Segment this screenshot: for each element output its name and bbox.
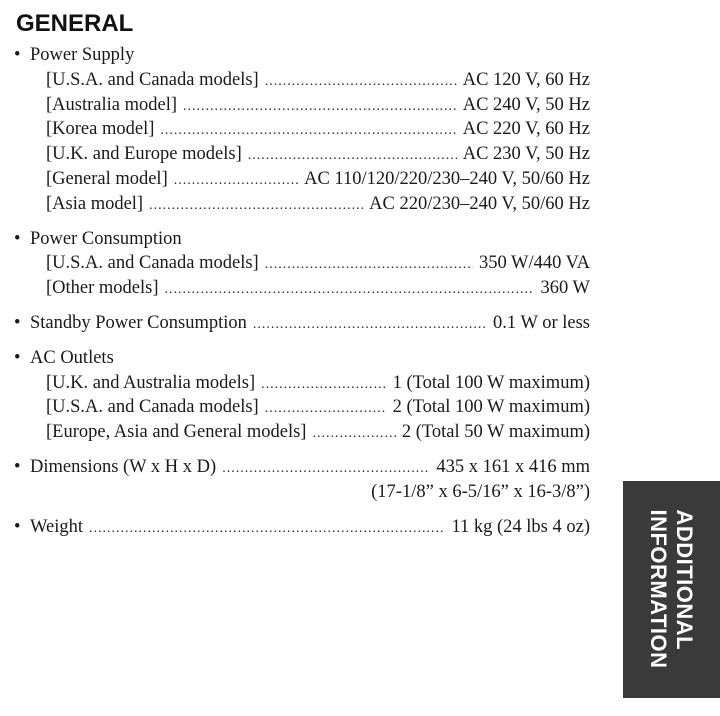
spec-label: Weight <box>30 516 83 537</box>
dot-leader <box>160 119 456 144</box>
section-heading: GENERAL <box>16 10 134 37</box>
dot-leader <box>174 169 298 194</box>
bullet: • <box>14 312 21 333</box>
spec-row-label: [Other models] <box>46 278 159 299</box>
spec-row-continuation <box>14 480 590 505</box>
spec-row-label: [U.S.A. and Canada models] <box>46 69 259 90</box>
spec-row-value: 350 W/440 VA <box>478 253 590 274</box>
spec-row-value: AC 230 V, 50 Hz <box>462 144 590 165</box>
bullet: • <box>14 228 21 249</box>
spec-row <box>14 515 590 540</box>
spec-row <box>14 371 590 396</box>
dot-leader <box>253 313 487 338</box>
spec-label: Standby Power Consumption <box>30 312 247 333</box>
dot-leader <box>222 457 430 482</box>
spec-row-value: 2 (Total 50 W maximum) <box>401 422 590 443</box>
spec-row-value: 1 (Total 100 W maximum) <box>392 372 590 393</box>
bullet: • <box>14 516 21 537</box>
spec-dimensions <box>14 455 590 505</box>
spec-row-label: [Asia model] <box>46 193 144 214</box>
spec-row-value: 360 W <box>540 278 590 299</box>
spec-row-value: 2 (Total 100 W maximum) <box>392 397 590 418</box>
dot-leader <box>261 373 386 398</box>
spec-weight <box>14 515 590 540</box>
bullet: • <box>14 347 21 368</box>
spec-label: Power Supply <box>30 45 135 65</box>
side-tab-line-1: ADDITIONAL <box>672 509 697 651</box>
dot-leader <box>149 194 363 219</box>
spec-row-label: [U.S.A. and Canada models] <box>46 253 259 274</box>
spec-heading-row <box>14 43 590 68</box>
dot-leader <box>312 422 395 447</box>
spec-row-label: [U.K. and Australia models] <box>46 372 256 393</box>
spec-label: Power Consumption <box>30 228 182 249</box>
spec-row <box>14 167 590 192</box>
spec-row-value: AC 240 V, 50 Hz <box>462 94 590 115</box>
spec-row-value: AC 220/230–240 V, 50/60 Hz <box>369 193 590 214</box>
spec-row-label: [Korea model] <box>46 119 155 140</box>
dot-leader <box>89 517 445 542</box>
side-tab-label <box>645 509 697 668</box>
spec-label: AC Outlets <box>30 347 114 368</box>
spec-row-label: [U.K. and Europe models] <box>46 144 242 165</box>
spec-value: 11 kg (24 lbs 4 oz) <box>451 516 590 537</box>
section-side-tab <box>623 481 720 698</box>
spec-row-label: [Australia model] <box>46 94 177 115</box>
dot-leader <box>265 253 473 278</box>
spec-heading-row <box>14 346 590 371</box>
spec-row <box>14 395 590 420</box>
bullet: • <box>14 456 21 477</box>
spec-row <box>14 93 590 118</box>
spec-row-label: [General model] <box>46 168 168 189</box>
spec-row-label: [U.S.A. and Canada models] <box>46 397 259 418</box>
dot-leader <box>165 278 535 303</box>
spec-standby-power <box>14 311 590 336</box>
dot-leader <box>183 95 457 120</box>
spec-row <box>14 192 590 217</box>
spec-list <box>14 43 590 549</box>
side-tab-line-2: INFORMATION <box>646 509 671 669</box>
spec-row <box>14 455 590 480</box>
spec-row-label: [Europe, Asia and General models] <box>46 422 307 443</box>
dot-leader <box>265 70 457 95</box>
spec-value: 435 x 161 x 416 mm <box>436 456 590 477</box>
dot-leader <box>248 144 457 169</box>
spec-label: Dimensions (W x H x D) <box>30 456 217 477</box>
spec-row <box>14 311 590 336</box>
spec-row <box>14 251 590 276</box>
spec-row-value: AC 120 V, 60 Hz <box>462 69 590 90</box>
spec-row <box>14 117 590 142</box>
spec-row <box>14 420 590 445</box>
bullet: • <box>14 45 21 65</box>
spec-ac-outlets <box>14 346 590 445</box>
spec-value-inches: (17-1/8” x 6-5/16” x 16-3/8”) <box>371 481 590 502</box>
dot-leader <box>265 397 387 422</box>
spec-row-value: AC 110/120/220/230–240 V, 50/60 Hz <box>304 168 590 189</box>
spec-row <box>14 142 590 167</box>
spec-row <box>14 276 590 301</box>
spec-power-supply <box>14 43 590 217</box>
spec-value: 0.1 W or less <box>493 312 590 333</box>
spec-heading-row <box>14 227 590 252</box>
spec-row-value: AC 220 V, 60 Hz <box>462 119 590 140</box>
spec-power-consumption <box>14 227 590 301</box>
spec-row <box>14 68 590 93</box>
